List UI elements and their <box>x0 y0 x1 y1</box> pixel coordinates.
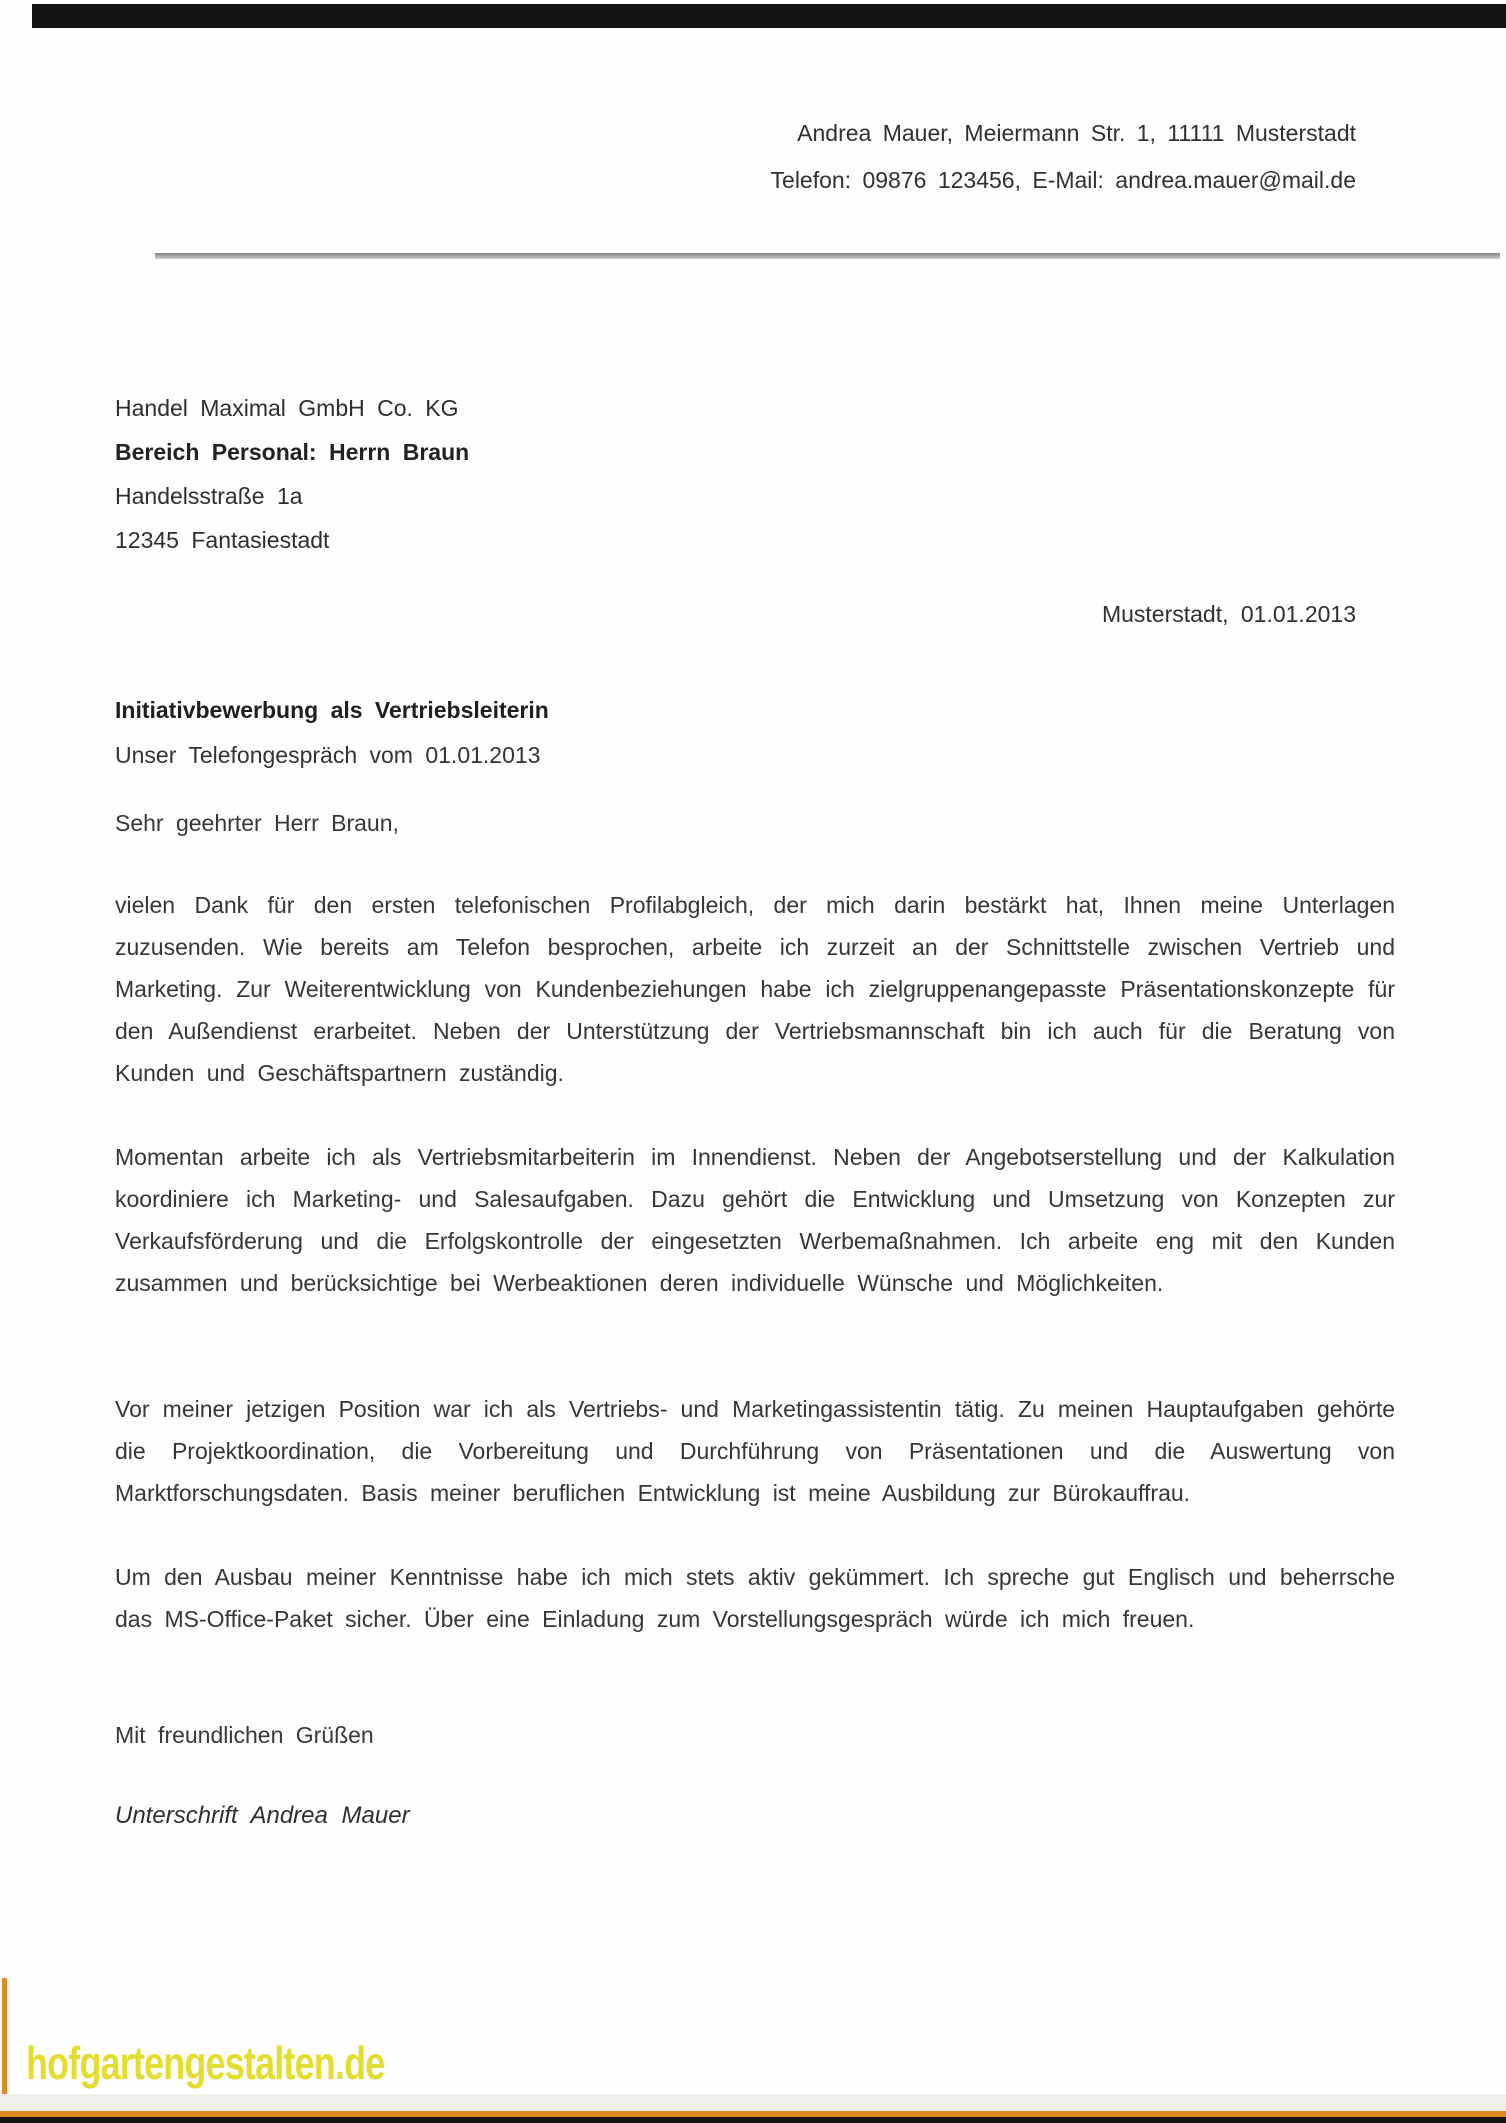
recipient-city-line: 12345 Fantasiestadt <box>115 527 330 553</box>
watermark-text: hofgartengestalten.de <box>26 2037 385 2089</box>
subject-reference-line: Unser Telefongespräch vom 01.01.2013 <box>115 742 541 768</box>
sender-contact-line: Telefon: 09876 123456, E-Mail: andrea.mauer@mail.de <box>770 167 1356 193</box>
bottom-light-band <box>0 2094 1506 2112</box>
body-paragraph-4: Um den Ausbau meiner Kenntnisse habe ich mich stets aktiv gekümmert. Ich spreche gut Englisch und beherrsche das MS-Office-Paket sicher. Über eine Einladung zum Vorstellungsgespräch würde ich mich freuen. <box>115 1564 1395 1632</box>
recipient-department-line: Bereich Personal: Herrn Braun <box>115 439 470 465</box>
sender-address-line: Andrea Mauer, Meiermann Str. 1, 11111 Musterstadt <box>797 120 1356 146</box>
scan-bottom-bar <box>0 2117 1506 2123</box>
sender-block <box>771 110 1356 204</box>
date-line: Musterstadt, 01.01.2013 <box>1101 601 1356 627</box>
scan-top-bar <box>32 4 1506 28</box>
recipient-street-line: Handelsstraße 1a <box>115 483 303 509</box>
subject-title-line: Initiativbewerbung als Vertriebsleiterin <box>115 697 549 723</box>
salutation-line: Sehr geehrter Herr Braun, <box>115 810 399 836</box>
header-divider-rule <box>155 253 1500 259</box>
body-paragraph-3: Vor meiner jetzigen Position war ich als Vertriebs- und Marketingassistentin tätig. Zu meinen Hauptaufgaben gehörte die Projektkoordination, die Vorbereitung und Durchführung von Präsentationen und die Auswertung von Marktforschungsdaten. Basis meiner beruflichen Entwicklung ist meine Ausbildung zur Bürokauffrau. <box>115 1396 1395 1506</box>
subject-block <box>115 688 549 778</box>
body-paragraph-1: vielen Dank für den ersten telefonischen Profilabgleich, der mich darin bestärkt hat, Ihnen meine Unterlagen zuzusenden. Wie bereits am Telefon besprochen, arbeite ich zurzeit an der Schnittstelle zwischen Vertrieb und Marketing. Zur Weiterentwicklung von Kundenbeziehungen habe ich zielgruppenangepasste Präsentationskonzepte für den Außendienst erarbeitet. Neben der Unterstützung der Vertriebsmannschaft bin ich auch für die Beratung von Kunden und Geschäftspartnern zuständig. <box>115 892 1395 1086</box>
recipient-company-line: Handel Maximal GmbH Co. KG <box>115 395 459 421</box>
recipient-block <box>115 386 469 562</box>
closing-line: Mit freundlichen Grüßen <box>115 1722 374 1748</box>
signature-line: Unterschrift Andrea Mauer <box>115 1802 410 1829</box>
body-paragraph-2: Momentan arbeite ich als Vertriebsmitarbeiterin im Innendienst. Neben der Angebotserstellung und der Kalkulation koordiniere ich Marketing- und Salesaufgaben. Dazu gehört die Entwicklung und Umsetzung von Konzepten zur Verkaufsförderung und die Erfolgskontrolle der eingesetzten Werbemaßnahmen. Ich arbeite eng mit den Kunden zusammen und berücksichtige bei Werbeaktionen deren individuelle Wünsche und Möglichkeiten. <box>115 1144 1395 1296</box>
